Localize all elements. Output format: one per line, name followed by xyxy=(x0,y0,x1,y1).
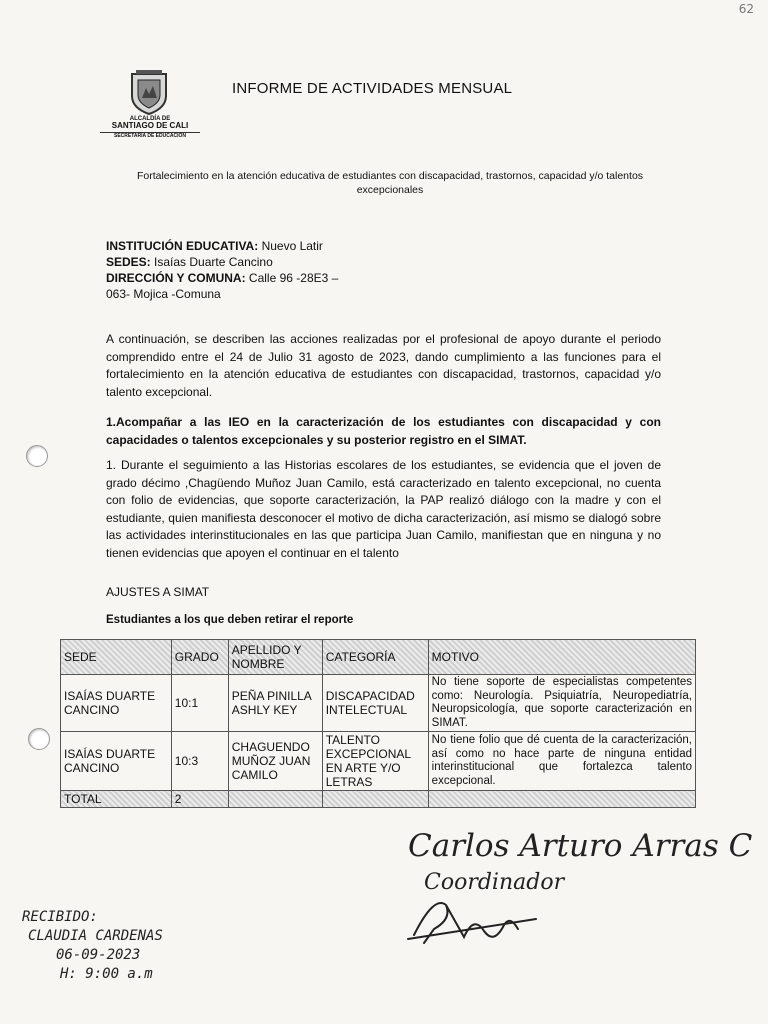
received-line4: H: 9:00 a.m xyxy=(60,966,153,982)
received-line2: CLAUDIA CARDENAS xyxy=(28,928,163,944)
table-caption: Estudiantes a los que deben retirar el reporte xyxy=(106,614,354,626)
punch-hole xyxy=(28,728,50,750)
section-heading: 1.Acompañar a las IEO en la caracterización de los estudiantes con discapacidad y con capacidades o talentos excepcionales y su posterior registro en el SIMAT. xyxy=(106,415,661,447)
finding-paragraph: 1. Durante el seguimiento a las Historias escolares de los estudiantes, se evidencia que el joven de grado décimo ,Chagüendo Muñoz Juan Camilo, está caracterizado en talento excepcional, no cuenta con folio de evidencias, que soporte caracterización, la PAP realizó diálogo con la madre y con el estudiante, quien manifiesta desconocer el motivo de dicha caracterización, así mismo se dialogó sobre las actividades interinstitucionales en las que participa Juan Camilo, manifiestan que en ninguna y no tienen evidencias que apoyen el continuar en el talento xyxy=(106,458,661,560)
total-label: TOTAL xyxy=(61,791,172,808)
signature-role: Coordinador xyxy=(424,870,565,895)
table-total-row xyxy=(61,791,696,808)
address-line-2: 063- Mojica -Comuna xyxy=(106,287,221,301)
city-crest-logo xyxy=(126,68,172,116)
sedes-line xyxy=(106,254,338,270)
cell-sede: ISAÍAS DUARTE CANCINO xyxy=(61,675,172,732)
institution-value: Nuevo Latir xyxy=(261,239,323,253)
signature-scribble xyxy=(404,885,544,949)
cell-nombre: PEÑA PINILLA ASHLY KEY xyxy=(228,675,322,732)
total-value: 2 xyxy=(171,791,228,808)
sedes-value: Isaías Duarte Cancino xyxy=(154,255,273,269)
received-line1: RECIBIDO: xyxy=(22,909,98,925)
issuer-line2: SANTIAGO DE CALI xyxy=(111,121,189,131)
document-title: INFORME DE ACTIVIDADES MENSUAL xyxy=(232,80,513,97)
cell-grado: 10:1 xyxy=(171,675,228,732)
issuer-block xyxy=(100,116,200,139)
intro-paragraph: A continuación, se describen las acciones realizadas por el profesional de apoyo durante el periodo comprendido entre el 24 de Julio 31 agosto de 2023, dando cumplimiento a las funciones para el fortalecimiento en la atención educativa de estudiantes con discapacidad, trastornos, capacidad y/o talento excepcional. xyxy=(106,332,661,399)
issuer-line3: SECRETARÍA DE EDUCACIÓN xyxy=(100,132,200,139)
sedes-label: SEDES: xyxy=(106,255,151,269)
signature-name: Carlos Arturo Arras C xyxy=(408,828,753,864)
header-nombre: APELLIDO Y NOMBRE xyxy=(228,640,322,675)
cell-nombre: CHAGUENDO MUÑOZ JUAN CAMILO xyxy=(228,732,322,791)
simat-adjustments-label: AJUSTES A SIMAT xyxy=(106,585,210,599)
address-line xyxy=(106,270,338,286)
cell-grado: 10:3 xyxy=(171,732,228,791)
table-header-row xyxy=(61,640,696,675)
document-subtitle: Fortalecimiento en la atención educativa de estudiantes con discapacidad, trastornos, capacidad y/o talentos excepcionales xyxy=(136,170,644,196)
cell-sede: ISAÍAS DUARTE CANCINO xyxy=(61,732,172,791)
institution-block xyxy=(106,238,338,302)
header-motivo: MOTIVO xyxy=(428,640,695,675)
address-label: DIRECCIÓN Y COMUNA: xyxy=(106,271,246,285)
cell-motivo: No tiene folio que dé cuenta de la caracterización, así como no hace parte de ninguna entidad interinstitucional que fortalezca talento excepcional. xyxy=(428,732,695,791)
header-sede: SEDE xyxy=(61,640,172,675)
header-categoria: CATEGORÍA xyxy=(322,640,428,675)
header-grado: GRADO xyxy=(171,640,228,675)
students-table xyxy=(60,639,696,808)
institution-label: INSTITUCIÓN EDUCATIVA: xyxy=(106,239,259,253)
received-stamp xyxy=(22,908,163,984)
cell-categoria: DISCAPACIDAD INTELECTUAL xyxy=(322,675,428,732)
table-row xyxy=(61,675,696,732)
received-line3: 06-09-2023 xyxy=(56,947,141,963)
cell-motivo: No tiene soporte de especialistas competentes como: Neurología. Psiquiatría, Neuropediatría, Neuropsicología, que soporte caracterización en SIMAT. xyxy=(428,675,695,732)
page-number: 62 xyxy=(738,2,754,16)
punch-hole xyxy=(26,445,48,467)
issuer-line1: ALCALDÍA DE xyxy=(129,116,171,122)
institution-line xyxy=(106,238,338,254)
cell-categoria: TALENTO EXCEPCIONAL EN ARTE Y/O LETRAS xyxy=(322,732,428,791)
table-row xyxy=(61,732,696,791)
address-value: Calle 96 -28E3 – xyxy=(248,271,339,285)
